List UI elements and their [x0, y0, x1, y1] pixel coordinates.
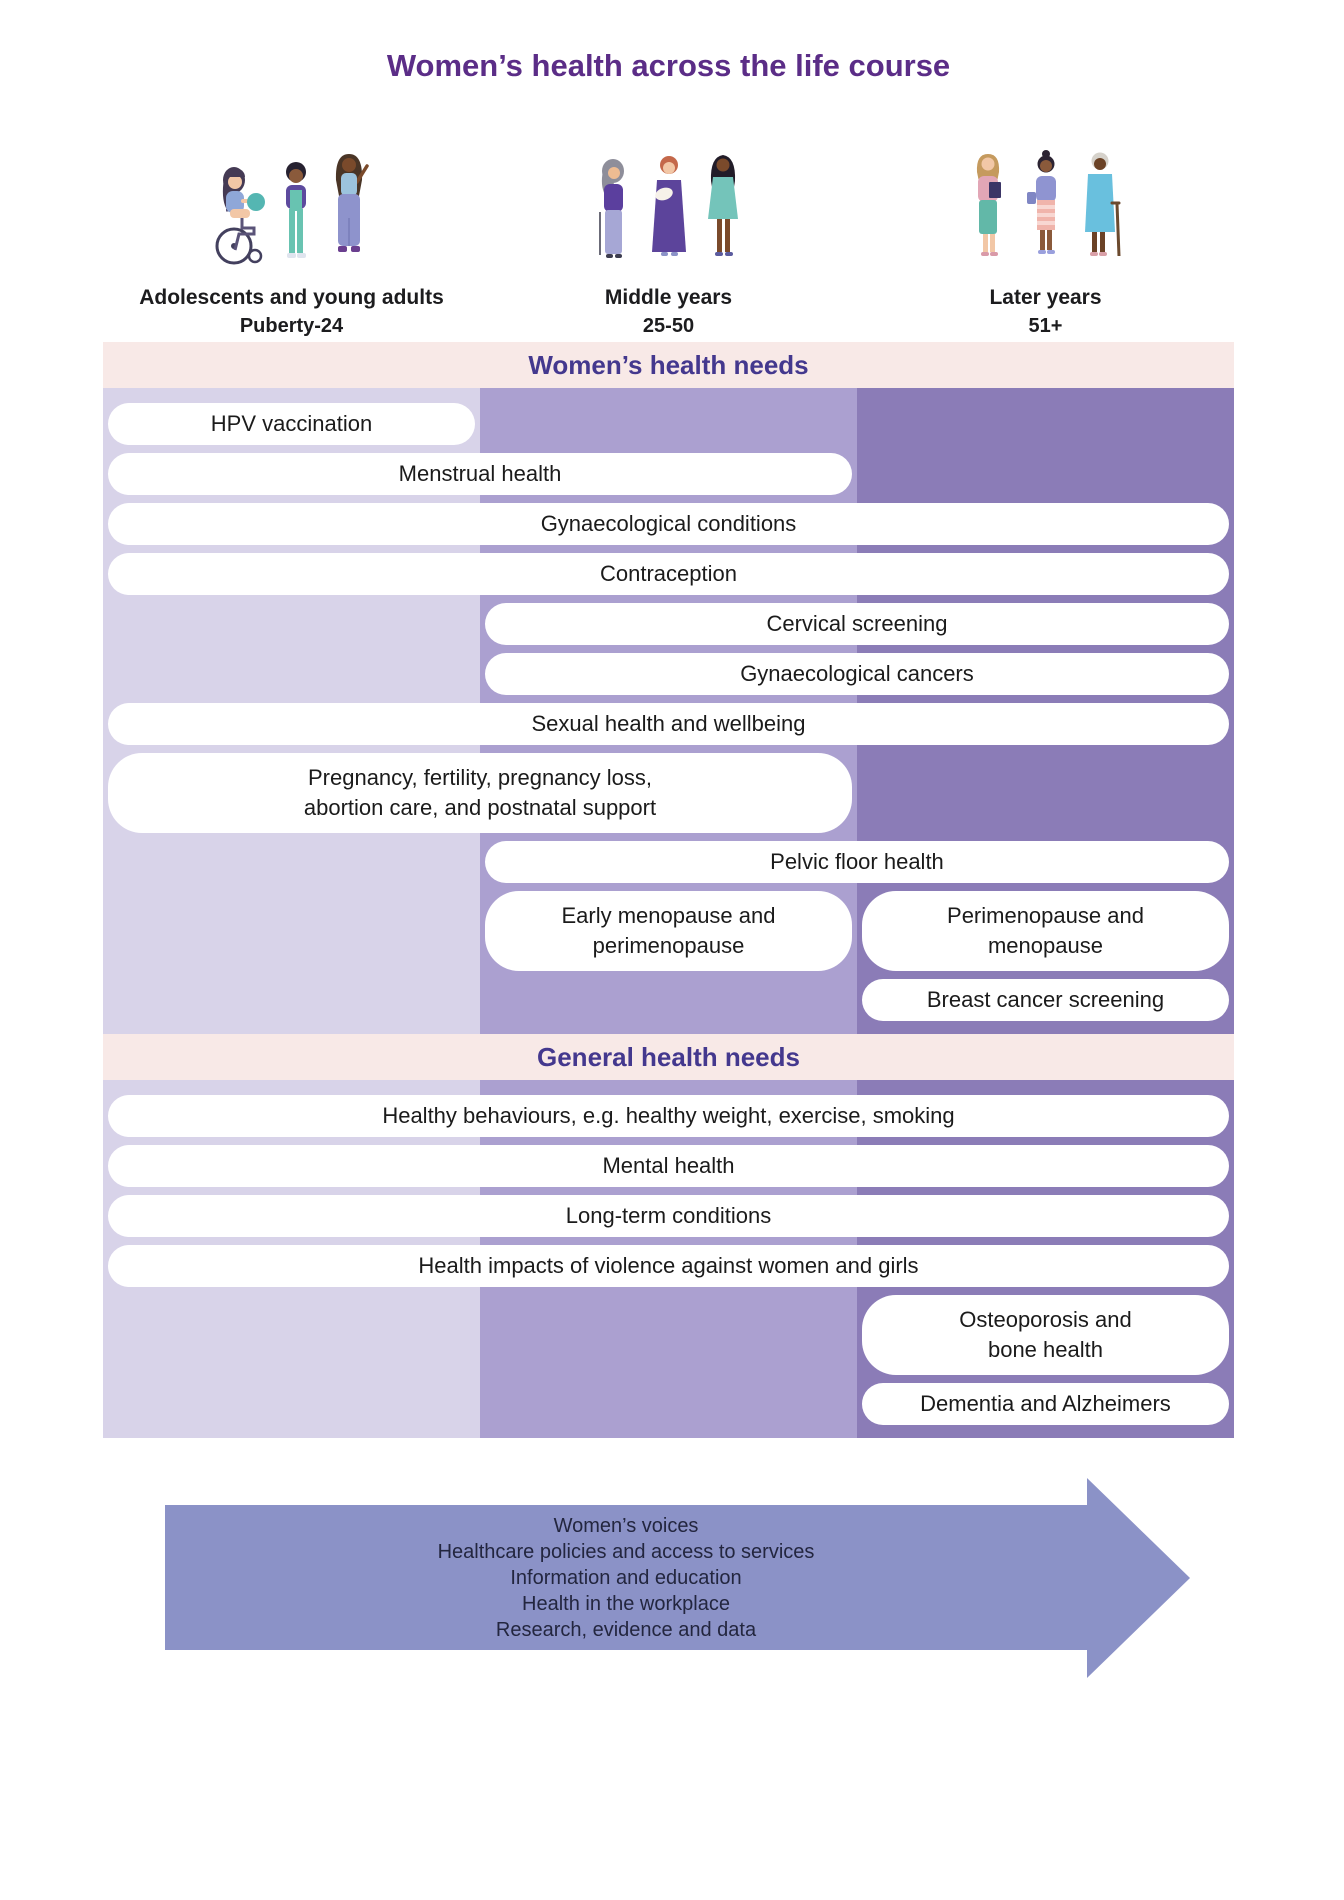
page-title: Women’s health across the life course — [386, 48, 951, 83]
young-woman-overalls-figure — [286, 162, 306, 258]
pill-healthy-behaviours-e-g-healthy-weight-ex: Healthy behaviours, e.g. healthy weight, exercise, smoking — [108, 1095, 1229, 1137]
figures-middle-years-illustration — [581, 146, 756, 281]
life-stage-later-years — [857, 146, 1234, 340]
woman-with-baby-figure — [652, 156, 686, 256]
arrow-line: Health in the workplace — [522, 1592, 730, 1615]
stage-label-adolescents: Adolescents and young adults — [139, 286, 444, 309]
pill-health-impacts-of-violence-against-women: Health impacts of violence against women and girls — [108, 1245, 1229, 1287]
needs-row — [103, 1095, 1234, 1137]
arrow-line: Research, evidence and data — [495, 1618, 757, 1641]
needs-row — [103, 1245, 1234, 1287]
life-stage-adolescents — [103, 146, 480, 340]
woman-teal-dress-figure — [708, 155, 738, 256]
needs-row — [103, 503, 1234, 545]
needs-row — [103, 841, 1234, 883]
stage-range-adolescents: Puberty-24 — [239, 315, 344, 338]
pill-breast-cancer-screening: Breast cancer screening — [862, 979, 1229, 1021]
needs-row — [103, 753, 1234, 833]
young-woman-waving-figure — [336, 154, 367, 252]
womens-health-needs-section — [103, 388, 1234, 1034]
woman-headscarf-figure — [600, 159, 624, 258]
arrow-line: Women’s voices — [553, 1514, 699, 1537]
life-course-board — [103, 342, 1234, 1438]
pill-perimenopause-and-menopause: Perimenopause and menopause — [862, 891, 1229, 971]
arrow-line: Healthcare policies and access to services — [437, 1540, 815, 1563]
pill-menstrual-health: Menstrual health — [108, 453, 852, 495]
section-header-general-health-needs: General health needs — [103, 1034, 1234, 1080]
pill-early-menopause-and-perimenopause: Early menopause and perimenopause — [485, 891, 852, 971]
needs-row — [103, 891, 1234, 971]
pill-contraception: Contraception — [108, 553, 1229, 595]
pill-pelvic-floor-health: Pelvic floor health — [485, 841, 1229, 883]
needs-row — [103, 453, 1234, 495]
needs-row — [103, 1145, 1234, 1187]
woman-striped-skirt-figure — [1027, 150, 1056, 254]
needs-row — [103, 553, 1234, 595]
figures-adolescents-illustration — [204, 146, 379, 281]
woman-with-folder-figure — [977, 154, 1001, 256]
pill-osteoporosis-and-bone-health: Osteoporosis and bone health — [862, 1295, 1229, 1375]
pill-gynaecological-cancers: Gynaecological cancers — [485, 653, 1229, 695]
stage-label-middle-years: Middle years — [604, 286, 733, 309]
needs-row — [103, 653, 1234, 695]
pill-long-term-conditions: Long-term conditions — [108, 1195, 1229, 1237]
life-stage-middle-years — [480, 146, 857, 340]
pill-hpv-vaccination: HPV vaccination — [108, 403, 475, 445]
pill-gynaecological-conditions: Gynaecological conditions — [108, 503, 1229, 545]
young-woman-wheelchair-figure — [217, 167, 265, 263]
needs-row — [103, 979, 1234, 1021]
general-health-needs-section — [103, 1080, 1234, 1438]
elderly-woman-cane-figure — [1085, 153, 1119, 257]
pill-mental-health: Mental health — [108, 1145, 1229, 1187]
needs-row — [103, 403, 1234, 445]
needs-row — [103, 703, 1234, 745]
arrow-line: Information and education — [510, 1566, 742, 1589]
stage-range-middle-years: 25-50 — [642, 315, 695, 338]
pill-cervical-screening: Cervical screening — [485, 603, 1229, 645]
figures-later-years-illustration — [958, 146, 1133, 281]
stage-range-later-years: 51+ — [1028, 315, 1063, 338]
needs-row — [103, 603, 1234, 645]
pill-dementia-and-alzheimers: Dementia and Alzheimers — [862, 1383, 1229, 1425]
needs-row — [103, 1295, 1234, 1375]
section-header-womens-health-needs: Women’s health needs — [103, 342, 1234, 388]
cross-cutting-themes-text — [165, 1505, 1087, 1650]
pill-sexual-health-and-wellbeing: Sexual health and wellbeing — [108, 703, 1229, 745]
pill-pregnancy-fertility-pregnancy-loss-abort: Pregnancy, fertility, pregnancy loss, abortion care, and postnatal support — [108, 753, 852, 833]
stage-label-later-years: Later years — [989, 286, 1102, 309]
needs-row — [103, 1195, 1234, 1237]
needs-row — [103, 1383, 1234, 1425]
